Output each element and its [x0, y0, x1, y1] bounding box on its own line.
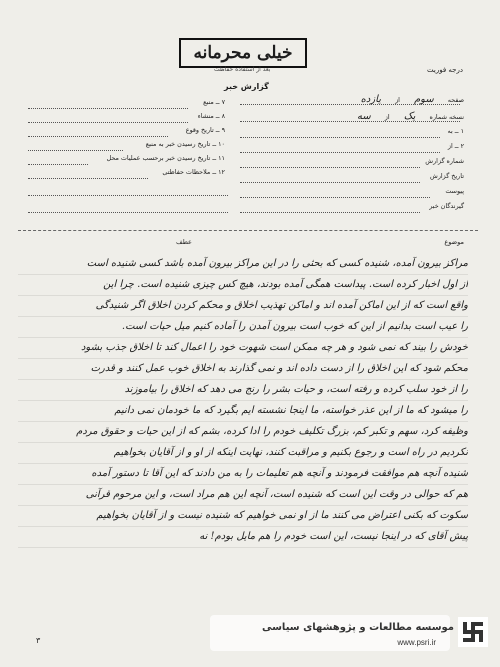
- reference-label: عطف: [176, 238, 192, 246]
- report-date-dotted: [240, 182, 420, 183]
- letter-line: از اول اخبار کرده است. پیداست همگی آمده بودند، هیچ کس چیزی شنیده است. چرا این: [18, 275, 468, 296]
- letter-line: خودش را بیند که نمی شود و هر چه ممکن است شهوت خود را اعمال کند تا اخلاق جذب بشود: [18, 338, 468, 359]
- arrival-by-ops-field: ۱۱ ــ تاریخ رسیدن خبر برحسب عملیات محل: [106, 154, 225, 162]
- arrival-by-ops-dotted: [28, 164, 88, 165]
- copy-label: نسخه شماره: [429, 113, 464, 121]
- handwritten-letter: [18, 254, 468, 548]
- page-value: سوم: [413, 94, 434, 105]
- security-notes-field: ۱۲ ــ ملاحظات حفاظتی: [162, 168, 225, 176]
- security-notes-dotted: [28, 178, 148, 179]
- occurrence-date-dotted: [28, 136, 168, 137]
- subject-label: موضوع: [444, 238, 464, 246]
- letter-line: سکوت که بکنی اعتراض می کنند ما از او نمی خواهیم که شنیده نیست و از آقایان بخواهیم: [18, 506, 468, 527]
- letter-line: محکم شود که این اخلاق را از دست داده اند و نمی گذارند به اخلاق خوب عمل کنند و قدرت: [18, 359, 468, 380]
- watermark-url: www.psri.ir: [397, 638, 436, 647]
- copy-from-label: از: [384, 113, 390, 121]
- blank-dotted-2: [28, 212, 228, 213]
- copy-value: یک: [403, 111, 416, 122]
- arrival-to-source-field: ۱۰ ــ تاریخ رسیدن خبر به منبع: [145, 140, 225, 148]
- letter-line: را از خود سلب کرده و رفته است، و حیات بشر را رنج می دهد که اخلاق را بیاموزند: [18, 380, 468, 401]
- report-title: گزارش خبر: [224, 82, 269, 91]
- stamp-subtext: بعد از استفاده حفاظت: [214, 66, 271, 73]
- origin-field: ۸ ــ منشاء: [197, 112, 225, 120]
- page-from-value: یازده: [360, 94, 382, 105]
- attachment-dotted: [240, 197, 430, 198]
- letter-line: را عیب است بدانیم از این که خوب است بیرون آمدن را آماده کنیم میل حیات است.: [18, 317, 468, 338]
- occurrence-date-field: ۹ ــ تاریخ وقوع: [185, 126, 225, 134]
- copy-from-value: سه: [357, 111, 371, 122]
- recipients-dotted: [240, 212, 420, 213]
- letter-line: واقع است که از این اماکن آمده اند و اماکن تهذیب اخلاق و محکم کردن اخلاق اگر شنیدگی: [18, 296, 468, 317]
- letter-line: پیش آقای که در اینجا نیست، این است خودم را هم مایل بودم! نه: [18, 527, 468, 548]
- to-dotted-line: [240, 137, 440, 138]
- from-dotted-line: [240, 152, 440, 153]
- form-divider: [18, 230, 478, 231]
- letter-line: مراکز بیرون آمده، شنیده کسی که بحثی را در این مراکز بیرون آمده باشد کسی شنیده است: [18, 254, 468, 275]
- page-from-label: از: [395, 96, 400, 104]
- letter-line: نکردیم در راه است و رجوع بکنیم و مراقبت کنند، نهایت اینکه از او و از آقایان بخواهیم: [18, 443, 468, 464]
- source-field: ۷ ــ منبع: [203, 98, 225, 106]
- report-number-field: شماره گزارش: [425, 157, 464, 165]
- classification-stamp: [179, 38, 307, 68]
- copy-dotted-line: [240, 121, 460, 122]
- arrival-to-source-dotted: [28, 150, 123, 151]
- letter-line: وظیفه کرد، سهم و تکبر کم، بزرگ تکلیف خودم را ادا کرده، بشم که از این حیات و حقوق مردم: [18, 422, 468, 443]
- from-field: ۲ ــ از: [447, 142, 464, 150]
- stamp-text: خیلی محرمانه: [193, 43, 293, 63]
- blank-dotted-1: [28, 195, 228, 196]
- recipients-field: گیرندگان خبر: [429, 202, 464, 210]
- attachment-field: پیوست: [445, 187, 464, 195]
- page-dotted-line: [240, 104, 460, 105]
- source-dotted: [28, 108, 188, 109]
- letter-line: شنیده آنچه هم موافقت فرمودند و آنچه هم تعلیمات را به من دادند که این آقا تا دستور آمده: [18, 464, 468, 485]
- report-number-dotted: [240, 167, 420, 168]
- to-field: ۱ ــ به: [447, 127, 464, 135]
- letter-line: هم که حوالی در وقت این است که شنیده است، آنچه این هم مراد است، و این مرحوم قرآنی: [18, 485, 468, 506]
- origin-dotted: [28, 122, 188, 123]
- watermark-org-name: موسسه مطالعات و پژوهشهای سیاسی: [261, 622, 454, 633]
- urgency-label: درجه فوریت: [427, 66, 463, 74]
- page-label: صفحه: [447, 96, 464, 104]
- letter-line: را میشود که ما از این عذر خواسته، ما اینجا نشسته ایم بگیرد که ما خودمان نمی دانیم: [18, 401, 468, 422]
- swastika-logo-icon: [458, 617, 488, 647]
- page-number: ۳: [36, 636, 41, 645]
- report-date-field: تاریخ گزارش: [430, 172, 464, 180]
